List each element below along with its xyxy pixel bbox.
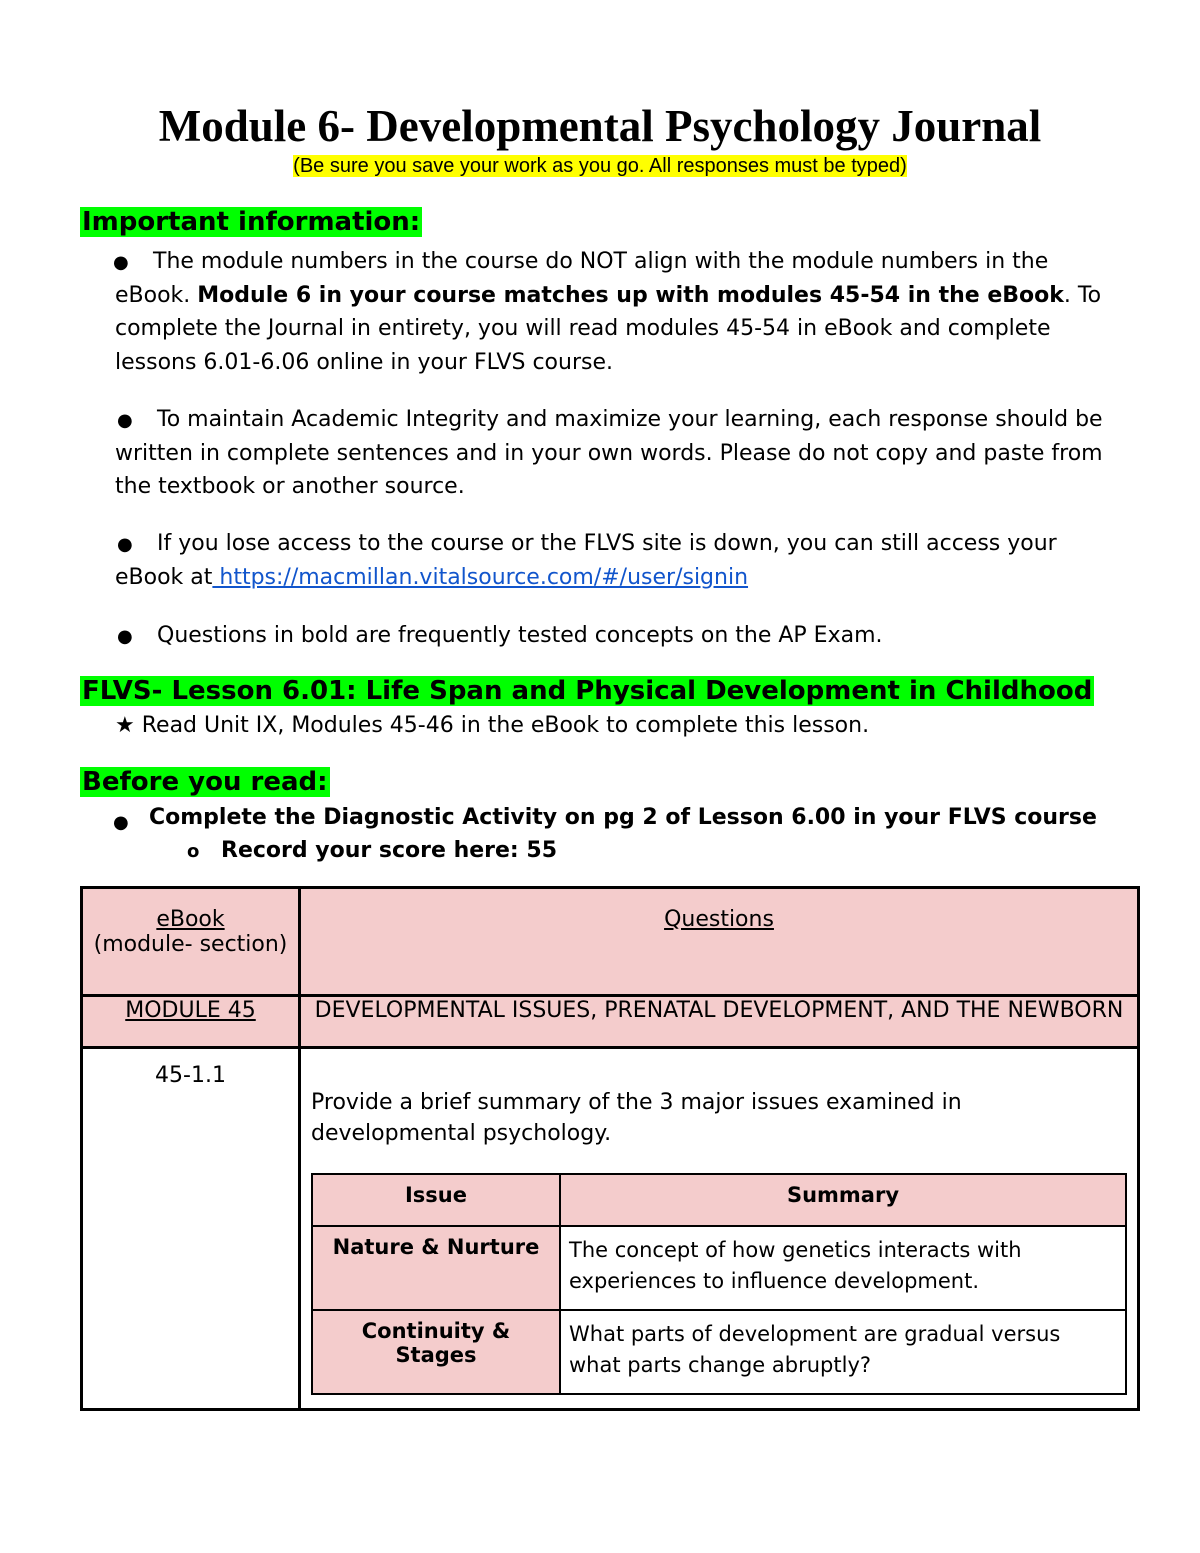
ebook-link[interactable]: https://macmillan.vitalsource.com/#/user/signin (212, 564, 749, 590)
issue-header: Issue (312, 1174, 560, 1226)
info-bullet-1-bold: Module 6 in your course matches up with modules 45-54 in the eBook (197, 282, 1064, 308)
info-bullet-4: Questions in bold are frequently tested concepts on the AP Exam. (157, 623, 883, 648)
module-label: MODULE 45 (125, 998, 256, 1023)
page-title: Module 6- Developmental Psychology Journal (158, 101, 1042, 151)
question-cell (300, 1048, 1139, 1410)
sub-bullet-icon: o (187, 841, 200, 862)
subtitle-text: (Be sure you save your work as you go. All responses must be typed) (293, 155, 907, 177)
info-bullet-2: To maintain Academic Integrity and maximize your learning, each response should be written in complete sentences and in your own words. Please do not copy and paste from the textbook or another source. (115, 407, 1103, 499)
bullet-icon: ● (117, 534, 133, 555)
summary-cell: The concept of how genetics interacts with experiences to influence development. (560, 1226, 1126, 1310)
module-cell (82, 996, 300, 1048)
summary-header: Summary (560, 1174, 1126, 1226)
star-icon: ★ (115, 713, 135, 738)
questions-header-label: Questions (664, 907, 774, 932)
ebook-header-sub: (module- section) (93, 932, 288, 957)
bullet-icon: ● (117, 410, 133, 431)
table-row (312, 1310, 1126, 1394)
issues-table (311, 1173, 1127, 1395)
before-heading: Before you read: (82, 767, 328, 797)
score-record: Record your score here: 55 (221, 838, 558, 863)
bullet-icon: ● (113, 252, 129, 273)
module-row (82, 996, 1139, 1048)
question-row (82, 1048, 1139, 1410)
ebook-header-label: eBook (156, 907, 225, 932)
lesson-read-text: Read Unit IX, Modules 45-46 in the eBook to complete this lesson. (141, 713, 870, 738)
info-bullet-3-text: If you lose access to the course or the FLVS site is down, you can still access your eBook at (115, 531, 1057, 590)
issues-header-row (312, 1174, 1126, 1226)
table-header-row (82, 888, 1139, 996)
lesson-read-instruction (115, 713, 869, 738)
question-text: Provide a brief summary of the 3 major issues examined in developmental psychology. (311, 1090, 962, 1146)
module-title-cell (300, 996, 1139, 1048)
bullet-icon: ● (117, 626, 133, 647)
lesson-heading: FLVS- Lesson 6.01: Life Span and Physical Development in Childhood (82, 676, 1093, 706)
subtitle (0, 155, 1200, 178)
important-heading: Important information: (82, 207, 421, 237)
ebook-column-header (82, 888, 300, 996)
issue-cell: Continuity & Stages (312, 1310, 560, 1394)
bullet-icon: ● (113, 812, 129, 833)
info-bullet-1-tail: . To complete the Journal in entirety, you will read modules 45-54 in eBook and complete lessons 6.01-6.06 online in your FLVS course. (115, 282, 1102, 375)
info-bullet-1-text: The module numbers in the course do NOT align with the module numbers in the eBook. (115, 249, 1049, 308)
section-cell: 45-1.1 (82, 1048, 300, 1410)
diagnostic-item: Complete the Diagnostic Activity on pg 2 of Lesson 6.00 in your FLVS course (149, 805, 1097, 830)
summary-cell: What parts of development are gradual versus what parts change abruptly? (560, 1310, 1126, 1394)
module-title: DEVELOPMENTAL ISSUES, PRENATAL DEVELOPMENT, AND THE NEWBORN (314, 998, 1124, 1023)
questions-column-header (300, 888, 1139, 996)
journal-table (80, 886, 1140, 1411)
info-bullet-3 (115, 527, 1125, 594)
issue-cell: Nature & Nurture (312, 1226, 560, 1310)
table-row (312, 1226, 1126, 1310)
info-bullet-1 (115, 245, 1125, 379)
